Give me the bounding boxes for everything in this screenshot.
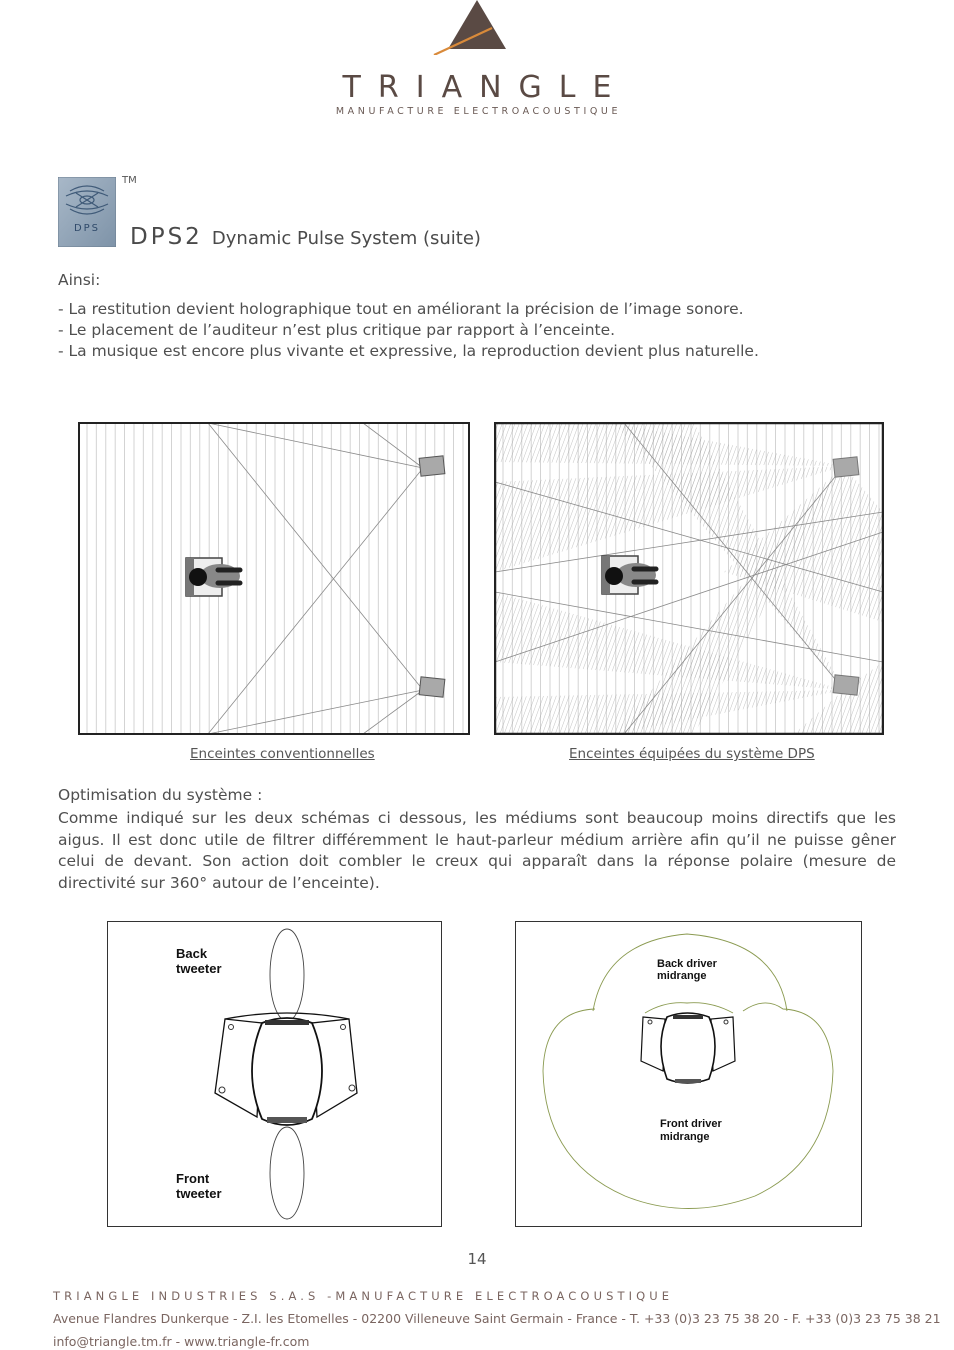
figure-caption-conventional: Enceintes conventionnelles (190, 746, 375, 762)
figure-caption-dps: Enceintes équipées du système DPS (569, 746, 815, 762)
brand-tagline: MANUFACTURE ELECTROACOUSTIQUE (335, 106, 622, 117)
speaker-icon (419, 456, 445, 476)
brand-name: TRIANGLE (342, 70, 629, 105)
footer-address: Avenue Flandres Dunkerque - Z.I. les Etomelles - 02200 Villeneuve Saint Germain - France - T. +33 (0)3 23 75 38 20 - F. +33 (0)3 23 75 38 21 (53, 1311, 941, 1326)
intro-bullet: - La musique est encore plus vivante et expressive, la reproduction devient plus naturelle. (58, 342, 759, 360)
footer-company: TRIANGLE INDUSTRIES S.A.S -MANUFACTURE ELECTROACOUSTIQUE (53, 1289, 674, 1303)
back-midrange-label: midrange (657, 970, 707, 982)
intro-bullet: - La restitution devient holographique tout en améliorant la précision de l’image sonore. (58, 300, 744, 318)
trademark-mark: TM (122, 175, 137, 186)
triangle-logo-icon (430, 0, 510, 55)
front-midrange-label: midrange (660, 1131, 710, 1143)
front-midrange-label: Front driver (660, 1118, 722, 1130)
section-code: DPS2 (130, 224, 203, 250)
front-tweeter-label: Front (176, 1171, 210, 1186)
back-midrange-label: Back driver (657, 958, 717, 970)
dps-badge (58, 177, 116, 247)
intro-lead: Ainsi: (58, 271, 101, 289)
back-tweeter-label: Back (176, 946, 208, 961)
dps-badge-label: DPS (73, 223, 101, 234)
front-tweeter-label: tweeter (176, 1186, 222, 1201)
speaker-icon (419, 677, 445, 697)
intro-bullet: - Le placement de l’auditeur n’est plus critique par rapport à l’enceinte. (58, 321, 616, 339)
dps-badge-icon (58, 177, 116, 247)
section-heading (130, 224, 481, 250)
back-tweeter-label: tweeter (176, 961, 222, 976)
room-diagram-conventional (78, 422, 470, 735)
section-title: Dynamic Pulse System (suite) (211, 228, 481, 249)
optimisation-heading: Optimisation du système : (58, 786, 263, 804)
room-diagram-dps (494, 422, 884, 735)
midrange-directivity-diagram (515, 921, 862, 1227)
speaker-icon (833, 457, 859, 477)
optimisation-paragraph: Comme indiqué sur les deux schémas ci dessous, les médiums sont beaucoup moins directifs que les aigus. Il est donc utile de filtrer différemment le haut-parleur médium arrière afin qu’il ne puisse gêner celui de devant. Son action doit combler le creux qui apparaît dans la réponse polaire (mesure de directivité sur 360° autour de l’enceinte). (58, 809, 896, 892)
tweeter-directivity-diagram (107, 921, 442, 1227)
footer-contact[interactable]: info@triangle.tm.fr - www.triangle-fr.com (53, 1334, 310, 1349)
speaker-icon (833, 675, 859, 695)
page-number: 14 (467, 1250, 487, 1268)
